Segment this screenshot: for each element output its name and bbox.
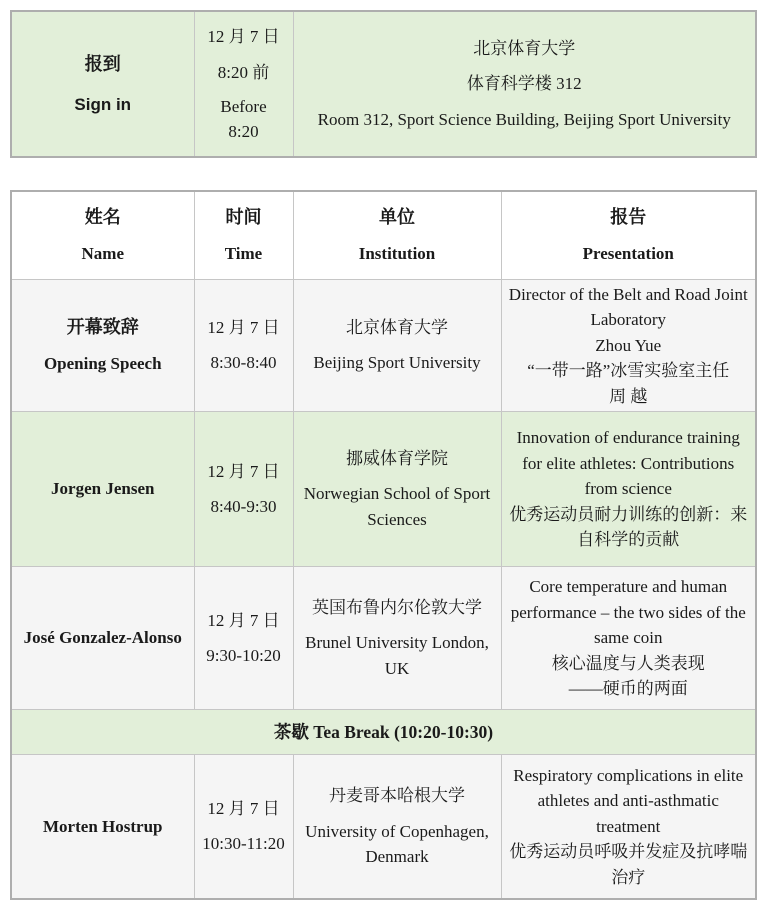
schedule-header-row bbox=[11, 191, 756, 279]
presentation-cell: Director of the Belt and Road Joint Laboratory Zhou Yue “一带一路”冰雪实验室主任 周 越 bbox=[501, 279, 756, 412]
row-jorgen-jensen bbox=[11, 412, 756, 567]
header-cell-time: 时间 Time bbox=[194, 191, 293, 279]
signin-title-cell bbox=[11, 11, 194, 157]
tea-break-cell: 茶歇 Tea Break (10:20-10:30) bbox=[11, 710, 756, 755]
institution-cell: 英国布鲁内尔伦敦大学 Brunel University London, UK bbox=[293, 567, 501, 710]
presentation-cell: Respiratory complications in elite athletes and anti-asthmatic treatment 优秀运动员呼吸并发症及抗哮喘治疗 bbox=[501, 755, 756, 899]
speaker-name-cell: Morten Hostrup bbox=[11, 755, 194, 899]
row-morten-hostrup bbox=[11, 755, 756, 899]
session-time-cell: 12 月 7 日 10:30-11:20 bbox=[194, 755, 293, 899]
signin-table bbox=[10, 10, 757, 158]
header-cell-name: 姓名 Name bbox=[11, 191, 194, 279]
signin-deadline-zh: 8:20 前 bbox=[217, 62, 270, 82]
signin-deadline-en: Before 8:20 bbox=[220, 97, 267, 141]
row-opening-speech bbox=[11, 279, 756, 412]
signin-title-en: Sign in bbox=[74, 94, 132, 114]
schedule-table bbox=[10, 190, 757, 900]
header-cell-presentation: 报告 Presentation bbox=[501, 191, 756, 279]
signin-location-room: 体育科学楼 312 bbox=[466, 74, 582, 94]
session-time-cell: 12 月 7 日 8:40-9:30 bbox=[194, 412, 293, 567]
row-jose-gonzalez-alonso bbox=[11, 567, 756, 710]
signin-location-cell bbox=[293, 11, 756, 157]
session-time-cell: 12 月 7 日 8:30-8:40 bbox=[194, 279, 293, 412]
signin-time-cell bbox=[194, 11, 293, 157]
signin-row bbox=[11, 11, 756, 157]
signin-title-zh: 报到 bbox=[84, 53, 121, 74]
signin-location-en: Room 312, Sport Science Building, Beijing Sport University bbox=[317, 109, 731, 129]
presentation-cell: Core temperature and human performance – the two sides of the same coin 核心温度与人类表现 ——硬币的两面 bbox=[501, 567, 756, 710]
speaker-name-cell: Jorgen Jensen bbox=[11, 412, 194, 567]
speaker-name-cell: José Gonzalez-Alonso bbox=[11, 567, 194, 710]
institution-cell: 丹麦哥本哈根大学 University of Copenhagen, Denmark bbox=[293, 755, 501, 899]
institution-cell: 挪威体育学院 Norwegian School of Sport Sciences bbox=[293, 412, 501, 567]
signin-date: 12 月 7 日 bbox=[207, 27, 280, 46]
speaker-name-cell: 开幕致辞 Opening Speech bbox=[11, 279, 194, 412]
presentation-cell: Innovation of endurance training for elite athletes: Contributions from science 优秀运动员耐力训练的创新：来自科学的贡献 bbox=[501, 412, 756, 567]
header-cell-institution: 单位 Institution bbox=[293, 191, 501, 279]
signin-location-zh: 北京体育大学 bbox=[473, 38, 576, 58]
institution-cell: 北京体育大学 Beijing Sport University bbox=[293, 279, 501, 412]
tea-break-row bbox=[11, 710, 756, 755]
session-time-cell: 12 月 7 日 9:30-10:20 bbox=[194, 567, 293, 710]
